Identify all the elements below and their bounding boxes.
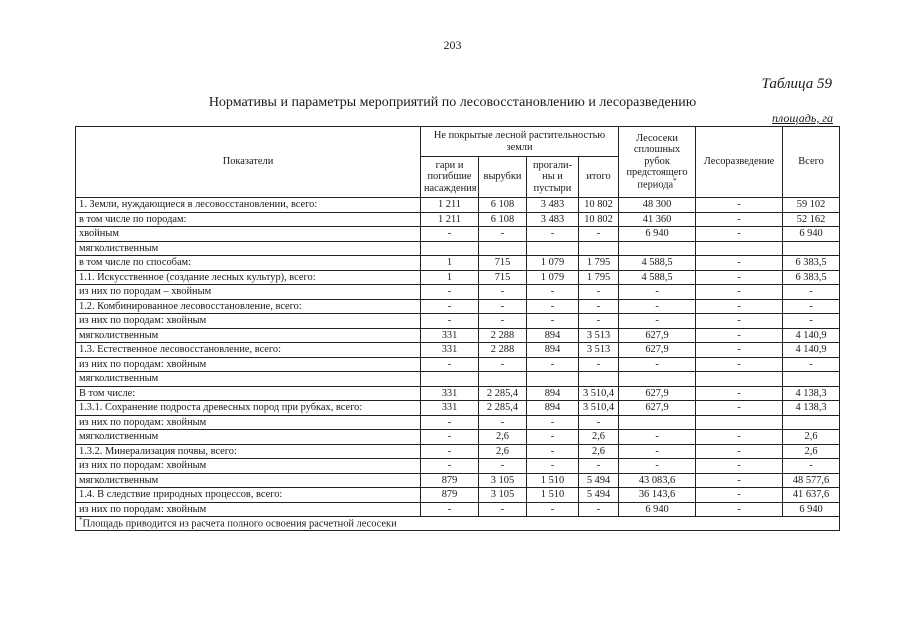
table-cell: - <box>696 285 783 300</box>
table-cell: 3 510,4 <box>579 401 619 416</box>
table-cell: - <box>421 444 479 459</box>
header-afforestation: Лесоразведение <box>696 127 783 198</box>
table-number: Таблица 59 <box>761 76 832 92</box>
header-gaps: прогали-ны и пустыри <box>527 157 579 198</box>
row-label: в том числе по породам: <box>76 212 421 227</box>
table-cell: 2 288 <box>479 328 527 343</box>
table-row <box>76 401 840 416</box>
table-cell: 59 102 <box>783 198 840 213</box>
table-cell: 2,6 <box>479 430 527 445</box>
table-cell <box>619 415 696 430</box>
table-cell: - <box>421 299 479 314</box>
table-cell: - <box>421 227 479 242</box>
table-cell: - <box>479 299 527 314</box>
table-row <box>76 198 840 213</box>
row-label: мягколиственным <box>76 473 421 488</box>
table-row <box>76 285 840 300</box>
table-cell: 627,9 <box>619 328 696 343</box>
table-cell: 6 940 <box>619 502 696 517</box>
row-label: 1.1. Искусственное (создание лесных культур), всего: <box>76 270 421 285</box>
footnote-mark: * <box>79 516 83 524</box>
table-cell <box>783 415 840 430</box>
table-cell: - <box>479 314 527 329</box>
table-row <box>76 256 840 271</box>
table-cell: 1 079 <box>527 270 579 285</box>
header-subtotal: итого <box>579 157 619 198</box>
table-cell: - <box>696 459 783 474</box>
table-cell: 4 138,3 <box>783 386 840 401</box>
table-cell: - <box>421 459 479 474</box>
table-cell: 5 494 <box>579 488 619 503</box>
table-cell: - <box>579 502 619 517</box>
row-label: из них по породам – хвойным <box>76 285 421 300</box>
table-row <box>76 227 840 242</box>
row-label: из них по породам: хвойным <box>76 415 421 430</box>
table-cell: 4 140,9 <box>783 343 840 358</box>
table-row <box>76 473 840 488</box>
row-label: 1.3.1. Сохранение подроста древесных пород при рубках, всего: <box>76 401 421 416</box>
table-cell: 4 138,3 <box>783 401 840 416</box>
table-row <box>76 270 840 285</box>
table-row <box>76 328 840 343</box>
table-cell: - <box>479 285 527 300</box>
table-row <box>76 314 840 329</box>
table-cell <box>527 241 579 256</box>
table-cell: 2 285,4 <box>479 401 527 416</box>
table-cell: - <box>527 357 579 372</box>
table-cell: - <box>783 459 840 474</box>
table-cell: 894 <box>527 386 579 401</box>
table-cell: 1 211 <box>421 198 479 213</box>
table-cell: 331 <box>421 343 479 358</box>
table-cell: - <box>479 502 527 517</box>
table-cell: - <box>527 227 579 242</box>
table-cell: - <box>421 285 479 300</box>
table-cell: 3 510,4 <box>579 386 619 401</box>
table-cell: 331 <box>421 328 479 343</box>
table-cell: 894 <box>527 401 579 416</box>
footnote <box>76 517 840 531</box>
row-label: из них по породам: хвойным <box>76 502 421 517</box>
table-cell: - <box>783 314 840 329</box>
table-row <box>76 444 840 459</box>
table-cell <box>527 372 579 387</box>
table-row <box>76 241 840 256</box>
table-cell: - <box>579 227 619 242</box>
table-cell: 627,9 <box>619 343 696 358</box>
table-cell: 48 300 <box>619 198 696 213</box>
table-cell <box>619 372 696 387</box>
table-cell <box>421 241 479 256</box>
table-cell <box>696 372 783 387</box>
table-cell: 3 483 <box>527 198 579 213</box>
table-cell: 4 140,9 <box>783 328 840 343</box>
table-cell: - <box>696 386 783 401</box>
table-cell: 4 588,5 <box>619 270 696 285</box>
table-cell <box>783 241 840 256</box>
table-cell: 4 588,5 <box>619 256 696 271</box>
table-cell <box>783 372 840 387</box>
table-cell: - <box>696 430 783 445</box>
table-cell: 6 940 <box>783 227 840 242</box>
table-cell: - <box>696 328 783 343</box>
table-cell: 879 <box>421 488 479 503</box>
table-cell: 1 795 <box>579 270 619 285</box>
table-cell: - <box>579 299 619 314</box>
table-cell: - <box>696 502 783 517</box>
table-cell: - <box>696 314 783 329</box>
header-burned: гари и погибшие насаждения <box>421 157 479 198</box>
table-cell: 2,6 <box>579 444 619 459</box>
table-cell: 6 940 <box>783 502 840 517</box>
table-cell: - <box>696 343 783 358</box>
table-cell: - <box>783 357 840 372</box>
table-cell: - <box>696 444 783 459</box>
row-label: из них по породам: хвойным <box>76 459 421 474</box>
header-cutting-areas-text: Лесосеки сплошных рубок предстоящего периода <box>626 132 688 191</box>
row-label: в том числе по способам: <box>76 256 421 271</box>
table-cell: 2,6 <box>479 444 527 459</box>
table-cell <box>579 372 619 387</box>
table-cell: - <box>696 270 783 285</box>
header-not-covered-group: Не покрытые лесной растительностью земли <box>421 127 619 157</box>
table-cell: 627,9 <box>619 401 696 416</box>
table-cell: - <box>421 314 479 329</box>
row-label: 1. Земли, нуждающиеся в лесовосстановлении, всего: <box>76 198 421 213</box>
table-cell: - <box>421 502 479 517</box>
table-cell <box>696 415 783 430</box>
table-cell <box>421 372 479 387</box>
table-cell: - <box>579 357 619 372</box>
table-cell: 10 802 <box>579 198 619 213</box>
table-cell: 1 510 <box>527 488 579 503</box>
table-cell: 3 483 <box>527 212 579 227</box>
footnote-text: Площадь приводится из расчета полного освоения расчетной лесосеки <box>82 518 397 530</box>
forest-restoration-table <box>75 126 840 531</box>
table-row <box>76 212 840 227</box>
table-cell: - <box>579 285 619 300</box>
unit-note: площадь, га <box>772 111 833 125</box>
table-cell: - <box>579 415 619 430</box>
table-cell: - <box>421 430 479 445</box>
table-cell: 2,6 <box>783 444 840 459</box>
header-cutting-areas-mark: * <box>673 177 677 186</box>
table-cell: 2 288 <box>479 343 527 358</box>
table-cell: 1 211 <box>421 212 479 227</box>
table-cell: - <box>696 401 783 416</box>
table-cell: - <box>479 357 527 372</box>
table-row <box>76 415 840 430</box>
table-cell: - <box>696 357 783 372</box>
table-cell: 43 083,6 <box>619 473 696 488</box>
table-cell: 6 383,5 <box>783 256 840 271</box>
table-cell: - <box>696 256 783 271</box>
table-row <box>76 372 840 387</box>
table-cell: - <box>527 299 579 314</box>
table-cell: - <box>527 502 579 517</box>
table-cell: 715 <box>479 270 527 285</box>
table-cell: - <box>783 299 840 314</box>
table-cell: - <box>696 473 783 488</box>
table-cell: - <box>421 357 479 372</box>
table-cell: 1 <box>421 256 479 271</box>
table-cell: 715 <box>479 256 527 271</box>
table-cell: - <box>696 299 783 314</box>
table-cell: - <box>579 314 619 329</box>
header-cutting-areas <box>619 127 696 198</box>
table-cell: - <box>421 415 479 430</box>
table-cell: 6 108 <box>479 198 527 213</box>
table-cell: 1 <box>421 270 479 285</box>
row-label: 1.3. Естественное лесовосстановление, всего: <box>76 343 421 358</box>
table-cell: - <box>527 430 579 445</box>
table-cell: 48 577,6 <box>783 473 840 488</box>
table-cell: - <box>479 227 527 242</box>
row-label: из них по породам: хвойным <box>76 314 421 329</box>
table-cell: 10 802 <box>579 212 619 227</box>
table-row <box>76 488 840 503</box>
table-cell: - <box>696 198 783 213</box>
table-cell: 331 <box>421 386 479 401</box>
table-cell: 1 079 <box>527 256 579 271</box>
table-cell: - <box>619 459 696 474</box>
table-cell <box>696 241 783 256</box>
page-number: 203 <box>443 38 462 52</box>
table-cell: 3 513 <box>579 328 619 343</box>
table-body <box>76 198 840 517</box>
table-cell: - <box>619 444 696 459</box>
table-cell: - <box>527 444 579 459</box>
table-cell: 627,9 <box>619 386 696 401</box>
table-cell: 3 513 <box>579 343 619 358</box>
row-label: из них по породам: хвойным <box>76 357 421 372</box>
table-cell: - <box>619 357 696 372</box>
table-cell: - <box>619 314 696 329</box>
row-label: мягколиственным <box>76 241 421 256</box>
table-cell: 331 <box>421 401 479 416</box>
table-cell: - <box>619 299 696 314</box>
row-label: 1.2. Комбинированное лесовосстановление, всего: <box>76 299 421 314</box>
header-indicators: Показатели <box>76 127 421 198</box>
row-label: мягколиственным <box>76 430 421 445</box>
table-cell: - <box>696 212 783 227</box>
table-cell: 1 510 <box>527 473 579 488</box>
table-cell: 41 360 <box>619 212 696 227</box>
table-cell: 3 105 <box>479 473 527 488</box>
table-cell: 5 494 <box>579 473 619 488</box>
table-cell: - <box>479 459 527 474</box>
table-row <box>76 502 840 517</box>
row-label: 1.3.2. Минерализация почвы, всего: <box>76 444 421 459</box>
table-cell: - <box>479 415 527 430</box>
table-cell: 6 383,5 <box>783 270 840 285</box>
document-title: Нормативы и параметры мероприятий по лесовосстановлению и лесоразведению <box>208 95 697 110</box>
table-cell: 2,6 <box>783 430 840 445</box>
table-cell: 894 <box>527 343 579 358</box>
table-cell: - <box>527 459 579 474</box>
table-row <box>76 343 840 358</box>
table-cell <box>479 241 527 256</box>
table-cell: 894 <box>527 328 579 343</box>
table-cell: 879 <box>421 473 479 488</box>
row-label: мягколиственным <box>76 372 421 387</box>
table-cell: 1 795 <box>579 256 619 271</box>
table-cell: 52 162 <box>783 212 840 227</box>
table-row <box>76 430 840 445</box>
table-cell: - <box>579 459 619 474</box>
table-cell: - <box>527 415 579 430</box>
table-cell: 6 940 <box>619 227 696 242</box>
row-label: В том числе: <box>76 386 421 401</box>
table-cell: 2,6 <box>579 430 619 445</box>
header-total: Всего <box>783 127 840 198</box>
table-cell: 3 105 <box>479 488 527 503</box>
row-label: 1.4. В следствие природных процессов, всего: <box>76 488 421 503</box>
table-row <box>76 357 840 372</box>
table-cell: - <box>527 285 579 300</box>
table-cell: - <box>619 285 696 300</box>
table-cell: - <box>696 227 783 242</box>
table-cell: 36 143,6 <box>619 488 696 503</box>
table-cell: 6 108 <box>479 212 527 227</box>
table-cell: - <box>527 314 579 329</box>
row-label: хвойным <box>76 227 421 242</box>
table-row <box>76 299 840 314</box>
table-cell <box>619 241 696 256</box>
table-cell: - <box>696 488 783 503</box>
header-clearings: вырубки <box>479 157 527 198</box>
table-cell: 41 637,6 <box>783 488 840 503</box>
table-cell: - <box>783 285 840 300</box>
table-row <box>76 459 840 474</box>
table-cell: - <box>619 430 696 445</box>
table-cell: 2 285,4 <box>479 386 527 401</box>
table-row <box>76 386 840 401</box>
table-cell <box>479 372 527 387</box>
row-label: мягколиственным <box>76 328 421 343</box>
table-cell <box>579 241 619 256</box>
